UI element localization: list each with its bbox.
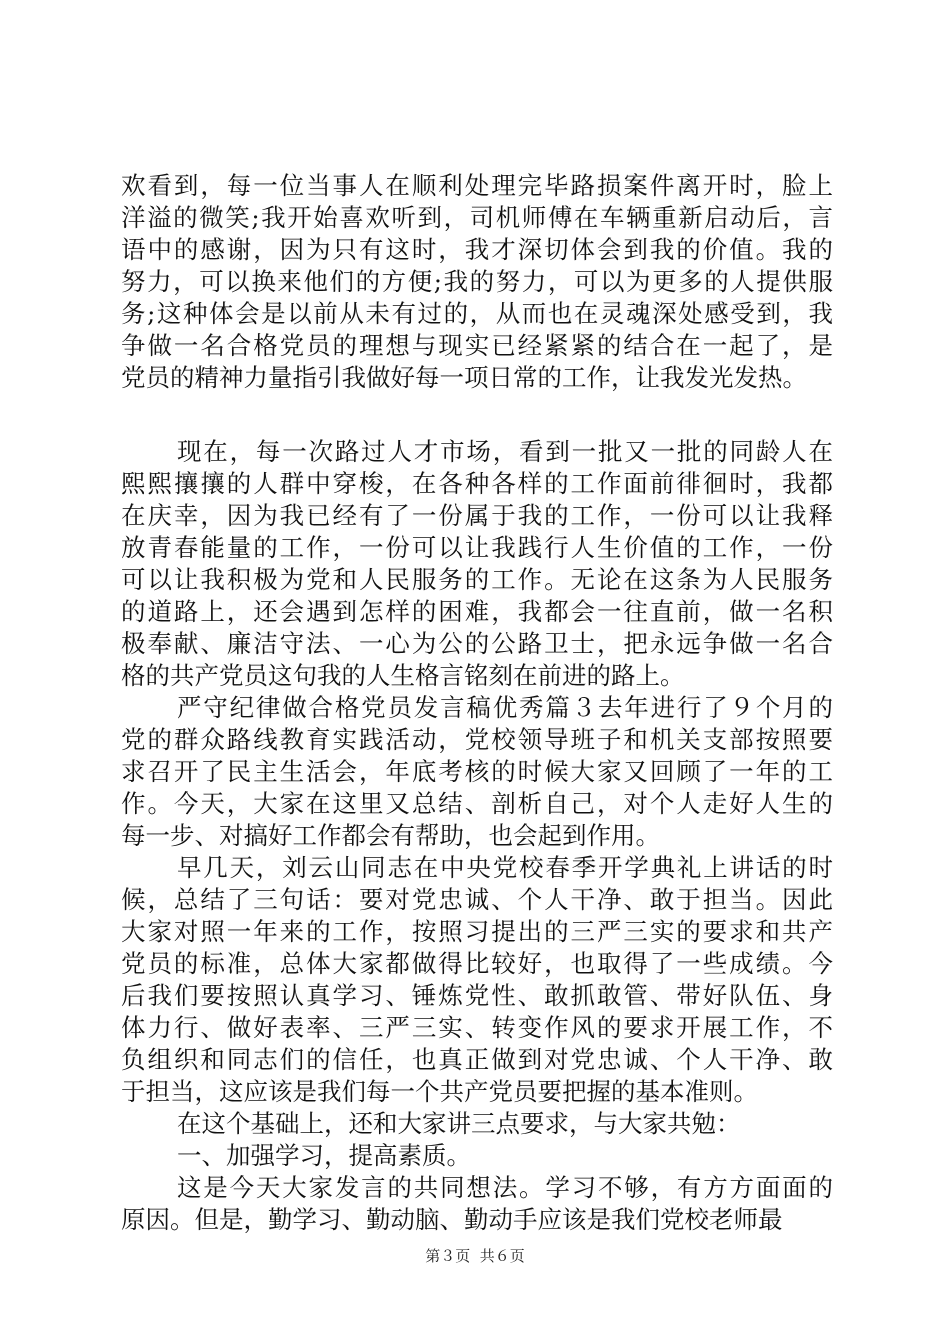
text-line: 每一步、对搞好工作都会有帮助，也会起到作用。	[121, 821, 660, 850]
text-line: 候，总结了三句话：要对党忠诚、个人干净、敢于担当。因此	[121, 885, 833, 914]
text-line: 党员的精神力量指引我做好每一项日常的工作，让我发光发热。	[121, 363, 807, 392]
text-line: 严守纪律做合格党员发言稿优秀篇３去年进行了９个月的	[177, 693, 833, 722]
text-line: 格的共产党员这句我的人生格言铭刻在前进的路上。	[121, 661, 685, 690]
text-line: 早几天，刘云山同志在中央党校春季开学典礼上讲话的时	[177, 853, 833, 882]
text-line: 在庆幸，因为我已经有了一份属于我的工作，一份可以让我释	[121, 501, 833, 530]
text-line: 语中的感谢，因为只有这时，我才深切体会到我的价值。我的	[121, 235, 833, 264]
paragraph	[121, 1172, 833, 1236]
page-footer	[0, 1246, 950, 1266]
text-line: 后我们要按照认真学习、锤炼党性、敢抓敢管、带好队伍、身	[121, 981, 833, 1010]
text-line: 党的群众路线教育实践活动，党校领导班子和机关支部按照要	[121, 725, 833, 754]
text-line: 在这个基础上，还和大家讲三点要求，与大家共勉：	[177, 1109, 741, 1138]
text-line: 可以让我积极为党和人民服务的工作。无论在这条为人民服务	[121, 565, 833, 594]
text-line: 极奉献、廉洁守法、一心为公的公路卫士，把永远争做一名合	[121, 629, 833, 658]
paragraph	[121, 1140, 833, 1172]
paragraph	[121, 852, 833, 1108]
document-body	[121, 170, 833, 1236]
text-line: 于担当，这应该是我们每一个共产党员要把握的基本准则。	[121, 1077, 758, 1106]
text-line: 放青春能量的工作，一份可以让我践行人生价值的工作，一份	[121, 533, 833, 562]
text-line: 体力行、做好表率、三严三实、转变作风的要求开展工作，不	[121, 1013, 833, 1042]
text-line: 务;这种体会是以前从未有过的，从而也在灵魂深处感受到，我	[121, 299, 833, 328]
text-line: 负组织和同志们的信任，也真正做到对党忠诚、个人干净、敢	[121, 1045, 833, 1074]
text-line: 这是今天大家发言的共同想法。学习不够，有方方面面的	[177, 1173, 833, 1202]
text-line: 原因。但是，勤学习、勤动脑、勤动手应该是我们党校老师最	[121, 1205, 783, 1234]
text-line: 党员的标准，总体大家都做得比较好，也取得了一些成绩。今	[121, 949, 833, 978]
text-line: 努力，可以换来他们的方便;我的努力，可以为更多的人提供服	[121, 267, 833, 296]
paragraph	[121, 1108, 833, 1140]
paragraph	[121, 436, 833, 692]
text-line: 一、加强学习，提高素质。	[177, 1141, 471, 1170]
text-line: 欢看到，每一位当事人在顺利处理完毕路损案件离开时，脸上	[121, 171, 833, 200]
paragraph	[121, 170, 833, 394]
text-line: 作。今天，大家在这里又总结、剖析自己，对个人走好人生的	[121, 789, 833, 818]
text-line: 争做一名合格党员的理想与现实已经紧紧的结合在一起了，是	[121, 331, 833, 360]
text-line: 的道路上，还会遇到怎样的困难，我都会一往直前，做一名积	[121, 597, 833, 626]
paragraph	[121, 692, 833, 852]
text-line: 求召开了民主生活会，年底考核的时候大家又回顾了一年的工	[121, 757, 833, 786]
text-line: 熙熙攘攘的人群中穿梭，在各种各样的工作面前徘徊时，我都	[121, 469, 833, 498]
text-line: 现在，每一次路过人才市场，看到一批又一批的同龄人在	[177, 437, 833, 466]
page-number-label: 第３页 共６页	[425, 1247, 525, 1265]
text-line: 洋溢的微笑;我开始喜欢听到，司机师傅在车辆重新启动后，言	[121, 203, 833, 232]
text-line: 大家对照一年来的工作，按照习提出的三严三实的要求和共产	[121, 917, 833, 946]
paragraph-spacer	[121, 394, 833, 436]
